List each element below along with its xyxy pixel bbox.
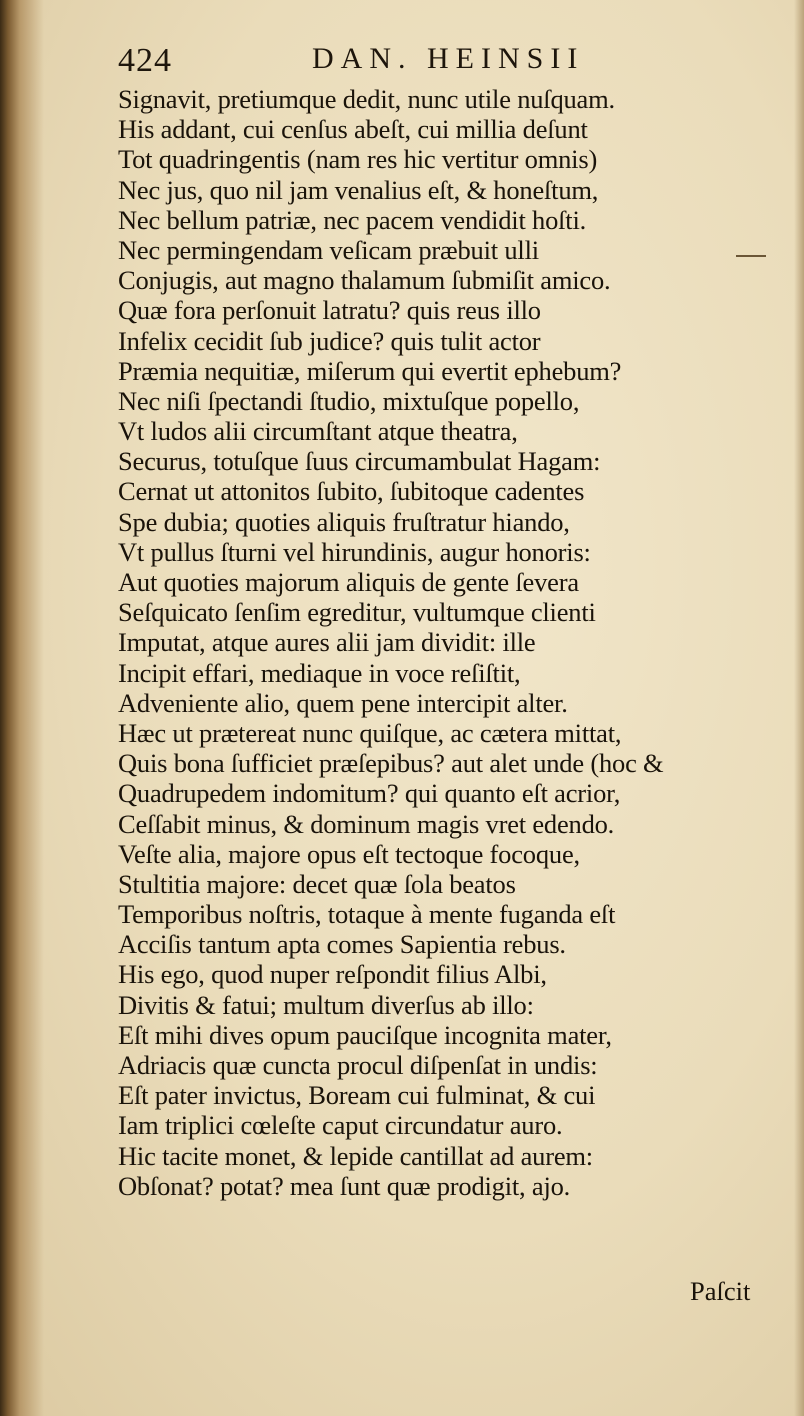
- verse-line: Hæc ut prætereat nunc quiſque, ac cætera mittat,: [118, 717, 622, 748]
- verse-line: Divitis & fatui; multum diverſus ab illo:: [118, 989, 534, 1020]
- verse-line: Præmia nequitiæ, miſerum qui evertit ephebum?: [118, 355, 622, 386]
- verse-line: Infelix cecidit ſub judice? quis tulit actor: [118, 325, 541, 356]
- verse-line: Adriacis quæ cuncta procul diſpenſat in undis:: [118, 1050, 598, 1080]
- verse-line: Imputat, atque aures alii jam dividit: ille: [118, 627, 536, 658]
- verse-line: Stultitia majore: decet quæ ſola beatos: [118, 868, 516, 899]
- verse-line: Quis bona ſufficiet præſepibus? aut alet unde (hoc &: [118, 748, 664, 779]
- verse-line: Nec permingendam veſicam præbuit ulli: [118, 234, 539, 265]
- verse-line: Incipit effari, mediaque in voce reſiſtit,: [118, 657, 521, 688]
- verse-line: Obſonat? potat? mea ſunt quæ prodigit, ajo.: [118, 1170, 571, 1201]
- verse-line: Tot quadringentis (nam res hic vertitur omnis): [118, 144, 598, 175]
- verse-line: Ceſſabit minus, & dominum magis vret edendo.: [118, 808, 615, 839]
- verse-line: His addant, cui cenſus abeſt, cui millia deſunt: [118, 114, 588, 145]
- verse-line: Eſt pater invictus, Boream cui fulminat, & cui: [118, 1080, 596, 1111]
- verse-text-block: [118, 84, 778, 1201]
- page-number: 424: [118, 42, 172, 79]
- verse-line: Nec bellum patriæ, nec pacem vendidit hoſti.: [118, 204, 587, 235]
- verse-line: Iam triplici cœleſte caput circundatur auro.: [118, 1110, 563, 1141]
- verse-line: Vt ludos alii circumſtant atque theatra,: [118, 416, 518, 447]
- verse-line: Aut quoties majorum aliquis de gente ſevera: [118, 567, 579, 597]
- verse-line: Quadrupedem indomitum? qui quanto eſt acrior,: [118, 778, 621, 809]
- catchword: Paſcit: [690, 1276, 751, 1306]
- running-title: DAN. HEINSII: [312, 42, 585, 75]
- verse-line: Hic tacite monet, & lepide cantillat ad aurem:: [118, 1140, 593, 1171]
- verse-line: His ego, quod nuper reſpondit filius Albi,: [118, 959, 547, 990]
- binding-gutter: [0, 0, 44, 1416]
- verse-line: Acciſis tantum apta comes Sapientia rebus.: [118, 929, 566, 960]
- verse-line: Eſt mihi dives opum pauciſque incognita mater,: [118, 1019, 612, 1050]
- page-edge: [794, 0, 804, 1416]
- verse-line: Adveniente alio, quem pene intercipit alter.: [118, 687, 568, 718]
- verse-line: Veſte alia, majore opus eſt tectoque focoque,: [118, 838, 580, 869]
- page-header: [118, 42, 758, 86]
- verse-line: Temporibus noſtris, totaque à mente fuganda eſt: [118, 899, 616, 930]
- verse-line: Nec niſi ſpectandi ſtudio, mixtuſque popello,: [118, 385, 580, 416]
- verse-line: Conjugis, aut magno thalamum ſubmiſit amico.: [118, 265, 611, 296]
- verse-line: Cernat ut attonitos ſubito, ſubitoque cadentes: [118, 476, 585, 507]
- verse-line: Signavit, pretiumque dedit, nunc utile nuſquam.: [118, 84, 615, 114]
- verse-line: Nec jus, quo nil jam venalius eſt, & honeſtum,: [118, 174, 599, 205]
- verse-line: Spe dubia; quoties aliquis fruſtratur hiando,: [118, 506, 570, 537]
- verse-line: Securus, totuſque ſuus circumambulat Hagam:: [118, 446, 601, 477]
- verse-line: Seſquicato ſenſim egreditur, vultumque clienti: [118, 597, 596, 628]
- verse-line: Quæ fora perſonuit latratu? quis reus illo: [118, 295, 541, 326]
- verse-line: Vt pullus ſturni vel hirundinis, augur honoris:: [118, 536, 591, 567]
